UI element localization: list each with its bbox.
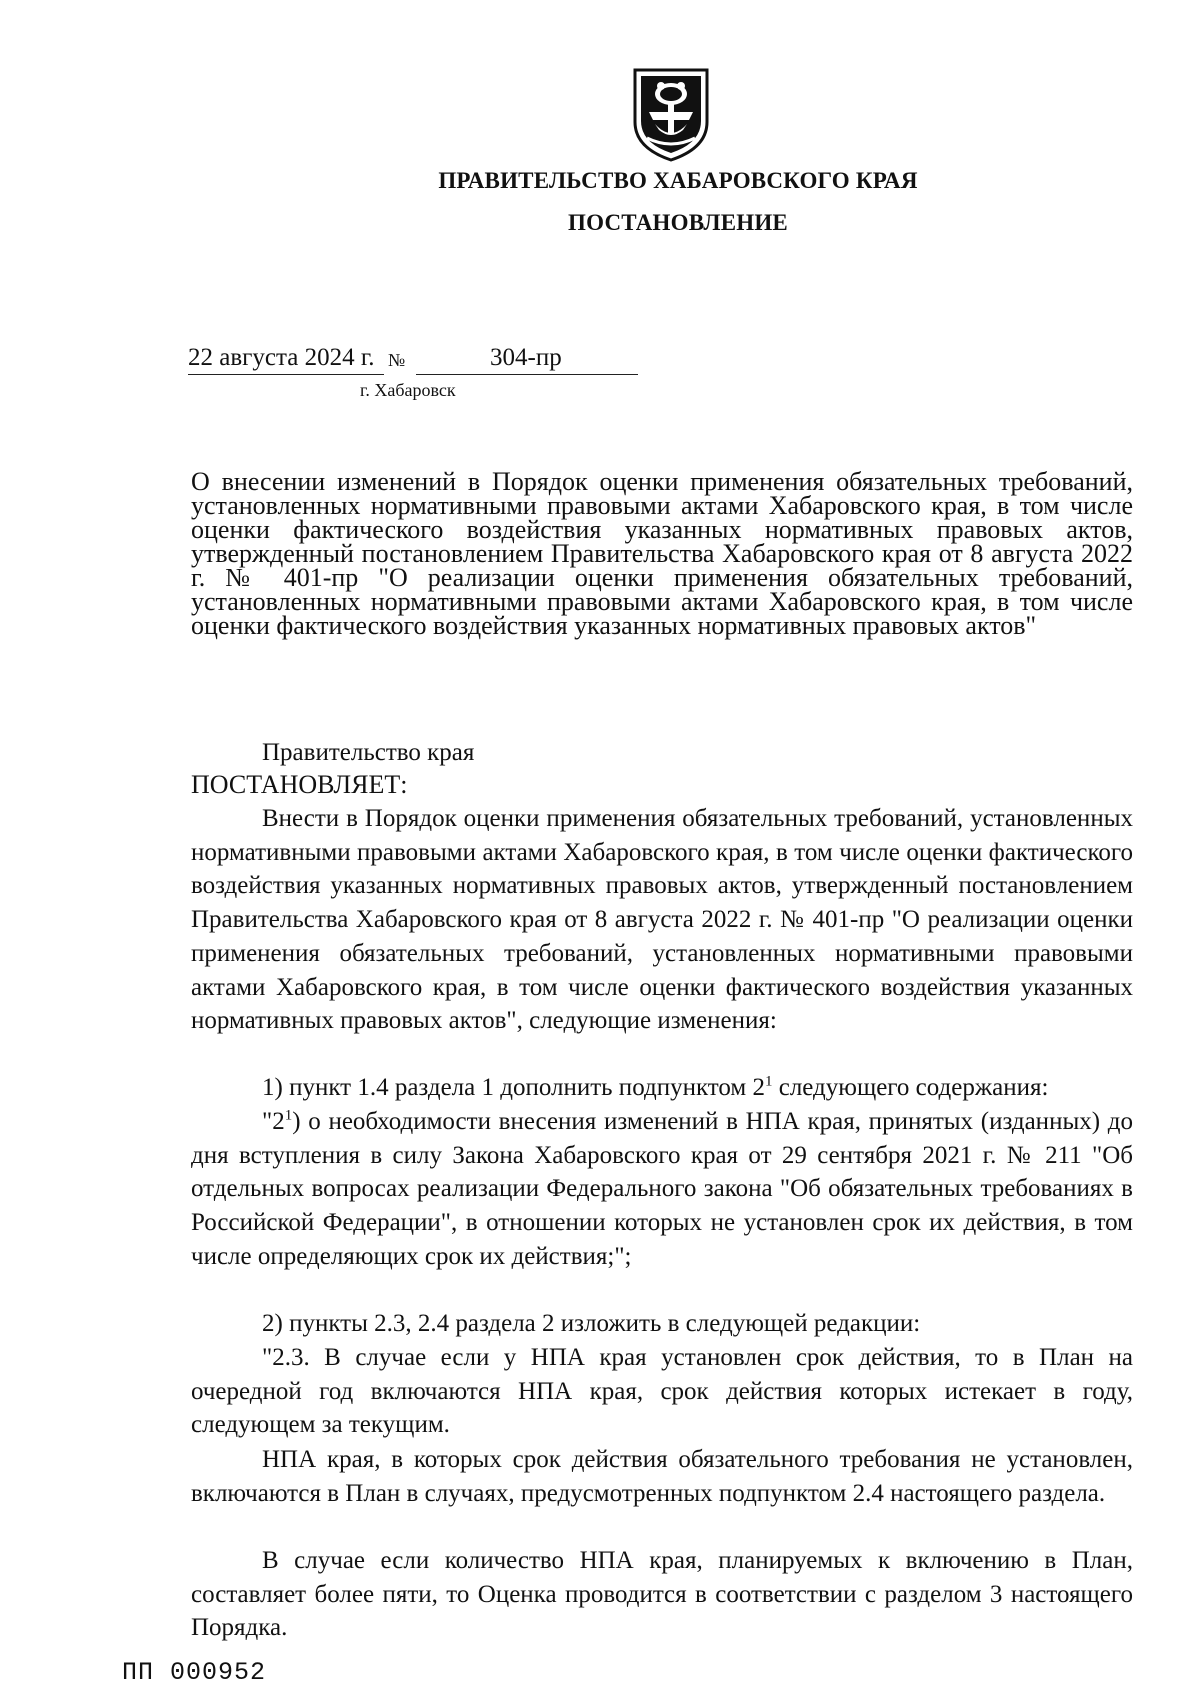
document-heading: О внесении изменений в Порядок оценки применения обязательных требований, установленных нормативными правовыми актами Хабаровского края, в том числе оценки фактического воздействия указанных нормативных правовых актов, утвержденный постановлением Правительства Хабаровского края от 8 августа 2022 г. № 401-пр "О реализации оценки применения обязательных требований, установленных нормативными правовыми актами Хабаровского края, в том числе оценки фактического воздействия указанных нормативных правовых актов" [191,467,1133,640]
document-type-title: ПОСТАНОВЛЕНИЕ [568,210,788,235]
paragraph-2-3-b: НПА края, в которых срок действия обязательного требования не установлен, включаются в План в случаях, предусмотренных подпунктом 2.4 настоящего раздела. [191,1446,1133,1507]
date-underline [188,374,384,375]
document-date: 22 августа 2024 г. [188,344,375,371]
item-1-text: 1) пункт 1.4 раздела 1 дополнить подпунктом 2 [262,1074,765,1101]
intro-paragraph: Внести в Порядок оценки применения обязательных требований, установленных нормативными правовыми актами Хабаровского края, в том числе оценки фактического воздействия указанных нормативных правовых актов, утвержденный постановлением Правительства Хабаровского края от 8 августа 2022 г. № 401-пр "О реализации оценки применения обязательных требований, установленных нормативными правовыми актами Хабаровского края, в том числе оценки фактического воздействия указанных нормативных правовых актов", следующие изменения: [191,805,1133,1035]
item-2: 2) пункты 2.3, 2.4 раздела 2 изложить в следующей редакции: [262,1310,921,1337]
paragraph-2-3: "2.3. В случае если у НПА края установлен срок действия, то в План на очередной год включаются НПА края, срок действия которых истекает в году, следующем за текущим. [191,1344,1133,1439]
government-title: ПРАВИТЕЛЬСТВО ХАБАРОВСКОГО КРАЯ [438,168,918,193]
number-underline [416,374,638,375]
subitem-superscript: 1 [284,1107,293,1124]
subitem-2-1 [191,1105,1133,1274]
resolves-line: ПОСТАНОВЛЯЕТ: [191,770,408,799]
paragraph-2-3-c: В случае если количество НПА края, планируемых к включению в План, составляет более пяти, то Оценка проводится в соответствии с разделом 3 настоящего Порядка. [191,1547,1133,1642]
item-1-tail: следующего содержания: [772,1074,1049,1101]
document-number: 304-пр [490,344,562,371]
khabarovsk-krai-coat-of-arms-icon [631,64,711,164]
item-1-superscript: 1 [764,1073,773,1090]
item-1 [191,1071,1133,1105]
footer-form-code: ПП 000952 [122,1658,267,1687]
subitem-open: "2 [262,1108,285,1135]
number-sign: № [388,350,406,370]
document-city: г. Хабаровск [360,380,456,400]
document-date-number [188,344,638,380]
subitem-text: ) о необходимости внесения изменений в НПА края, принятых (изданных) до дня вступления в силу Закона Хабаровского края от 29 сентября 2021 г. № 211 "Об отдельных вопросах реализации Федерального закона "Об обязательных требованиях в Российской Федерации", в отношении которых не установлен срок их действия, в том числе определяющих срок их действия;"; [191,1108,1133,1270]
government-line: Правительство края [262,739,475,766]
